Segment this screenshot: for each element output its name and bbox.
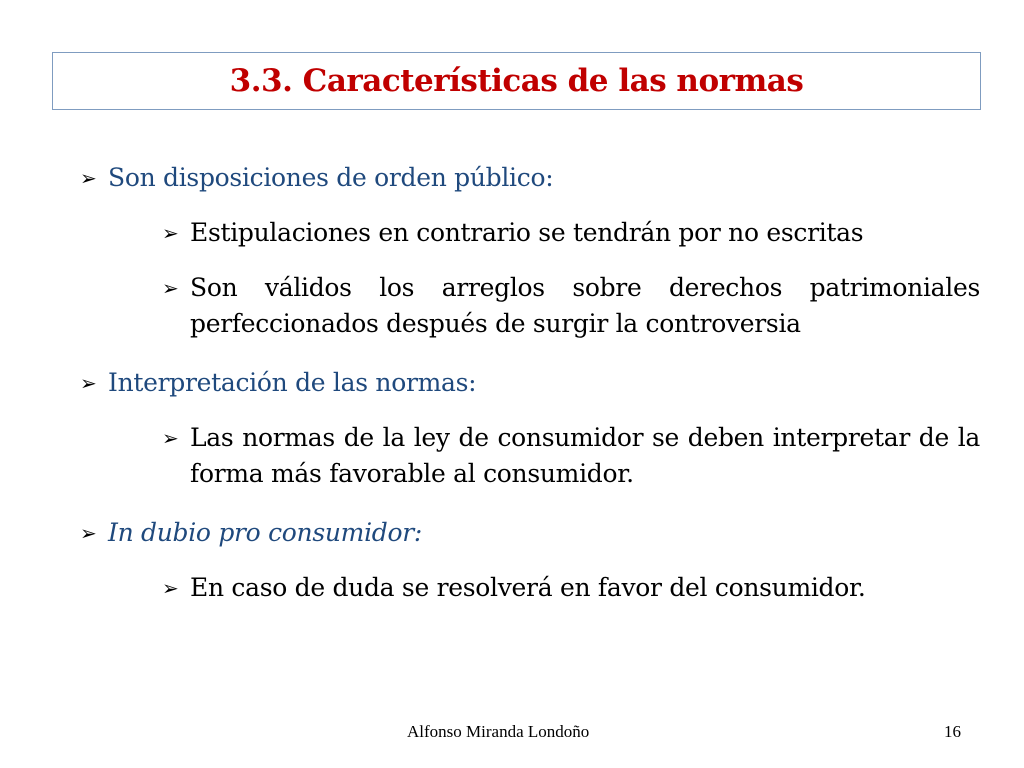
sub-bullet-doubt-resolution xyxy=(162,570,980,606)
bullet-interpretation xyxy=(80,365,980,401)
arrow-bullet-icon: ➢ xyxy=(162,276,179,300)
title-box xyxy=(52,52,981,110)
arrow-bullet-icon: ➢ xyxy=(162,576,179,600)
sub-bullet-text: En caso de duda se resolverá en favor del consumidor. xyxy=(190,573,866,602)
sub-bullet-stipulations xyxy=(162,215,980,251)
page-number: 16 xyxy=(944,722,961,741)
sub-bullet-favorable-interpretation xyxy=(162,420,980,492)
bullet-text: Son disposiciones de orden público: xyxy=(108,163,554,192)
slide-title: 3.3. Características de las normas xyxy=(229,63,804,99)
arrow-bullet-icon: ➢ xyxy=(80,521,97,545)
bullet-text: In dubio pro consumidor: xyxy=(108,518,422,547)
bullet-in-dubio xyxy=(80,515,980,551)
arrow-bullet-icon: ➢ xyxy=(80,371,97,395)
footer-author: Alfonso Miranda Londoño xyxy=(407,722,590,741)
sub-bullet-text: Las normas de la ley de consumidor se deben interpretar de la forma más favorable al consumidor. xyxy=(190,423,980,488)
sub-bullet-valid-arrangements xyxy=(162,270,980,342)
sub-bullet-text: Son válidos los arreglos sobre derechos patrimoniales perfeccionados después de surgir la controversia xyxy=(190,273,980,338)
sub-bullet-text: Estipulaciones en contrario se tendrán por no escritas xyxy=(190,218,864,247)
bullet-text: Interpretación de las normas: xyxy=(108,368,477,397)
arrow-bullet-icon: ➢ xyxy=(162,426,179,450)
bullet-public-order xyxy=(80,160,980,196)
arrow-bullet-icon: ➢ xyxy=(80,166,97,190)
arrow-bullet-icon: ➢ xyxy=(162,221,179,245)
